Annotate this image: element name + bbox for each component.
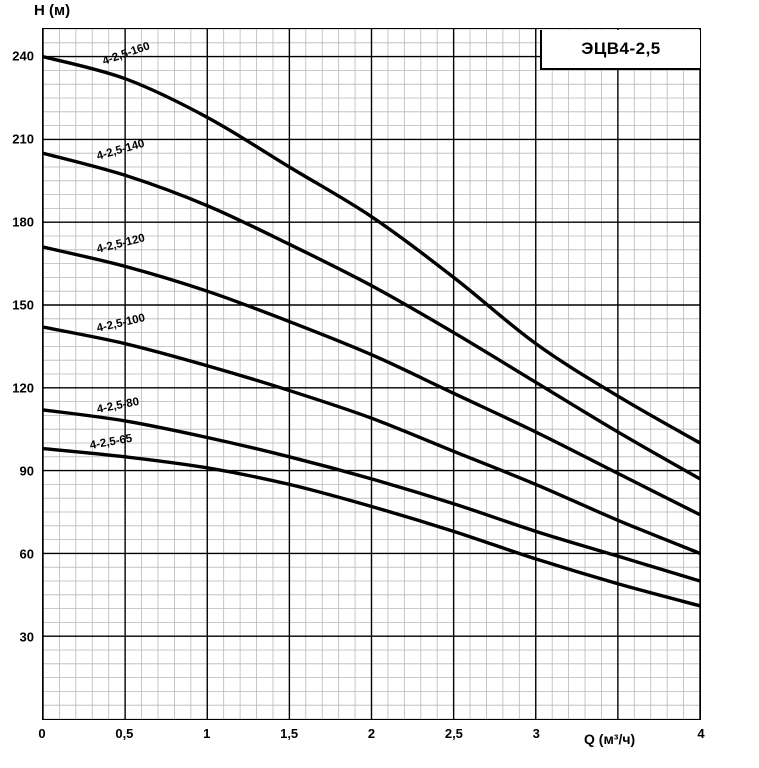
- plot-area: [42, 28, 701, 720]
- y-axis-tick: 90: [19, 463, 34, 479]
- curve-label: 4-2,5-65: [89, 433, 134, 453]
- y-axis-tick: 120: [12, 380, 34, 396]
- curve-label: 4-2,5-80: [95, 395, 141, 416]
- x-axis-tick: 2,5: [444, 726, 463, 741]
- curve-label: 4-2,5-100: [95, 311, 147, 335]
- y-axis-tick: 150: [12, 297, 34, 313]
- x-axis-tick: 0,5: [115, 726, 134, 741]
- y-axis-title: H (м): [34, 2, 71, 19]
- y-axis-tick: 30: [19, 629, 34, 645]
- x-axis-tick: 3: [532, 726, 540, 741]
- y-axis-tick: 240: [12, 48, 34, 64]
- y-axis-tick: 60: [19, 546, 34, 562]
- x-axis-tick: 2: [367, 726, 376, 741]
- model-name-box: [540, 30, 700, 70]
- curve-lines: [43, 29, 700, 719]
- curve-label: 4-2,5-120: [95, 232, 147, 256]
- x-axis-title: Q (м³/ч): [584, 731, 636, 747]
- y-axis-tick: 210: [12, 131, 34, 147]
- x-axis-tick: 1: [203, 726, 211, 741]
- curve-label: 4-2,5-140: [95, 137, 146, 163]
- x-axis-tick: 4: [697, 726, 705, 741]
- x-axis-tick: 0: [38, 726, 46, 741]
- curve-label: 4-2,5-160: [101, 40, 152, 68]
- model-name-label: ЭЦВ4-2,5: [581, 39, 661, 58]
- x-axis-tick: 1,5: [280, 726, 299, 741]
- y-axis-tick: 180: [12, 214, 34, 230]
